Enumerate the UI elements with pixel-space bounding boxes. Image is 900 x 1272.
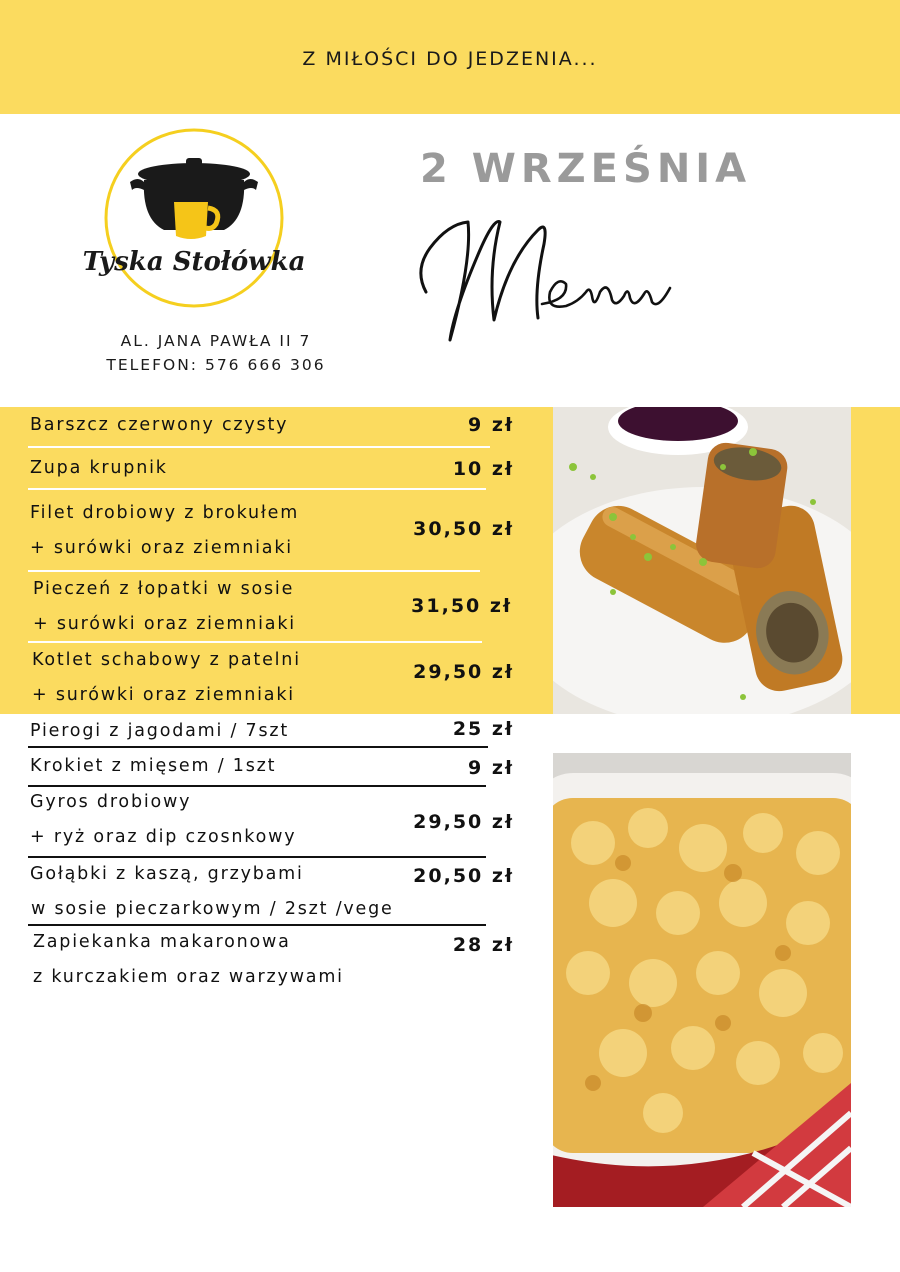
accent-strip [851,407,900,714]
dish-description: z kurczakiem oraz warzywami [33,967,344,987]
dish-name: Zupa krupnik [30,458,168,478]
dish-description: + surówki oraz ziemniaki [32,685,295,705]
pasta-casserole-photo [553,753,851,1207]
dish-name: Kotlet schabowy z patelni [32,650,301,670]
dish-name: Zapiekanka makaronowa [33,932,291,952]
logo [82,124,322,314]
dish-price: 20,50 zł [413,865,514,887]
tagline: Z MIŁOŚCI DO JEDZENIA... [302,48,598,70]
dish-name: Gyros drobiowy [30,792,192,812]
divider [28,488,486,490]
dish-name: Krokiet z mięsem / 1szt [30,756,277,776]
dish-price: 31,50 zł [411,595,512,617]
dish-description: + surówki oraz ziemniaki [33,614,296,634]
dish-name: Gołąbki z kaszą, grzybami [30,864,304,884]
cooking-pot-with-cup-icon [130,158,258,239]
dish-name: Pierogi z jagodami / 7szt [30,721,290,741]
divider [28,746,488,748]
dish-name: Filet drobiowy z brokułem [30,503,300,523]
address: AL. JANA PAWŁA II 7 [120,332,312,350]
dish-description: w sosie pieczarkowym / 2szt /vege [31,899,394,919]
dish-name: Barszcz czerwony czysty [30,415,289,435]
dish-price: 30,50 zł [413,518,514,540]
dish-description: + ryż oraz dip czosnkowy [30,827,297,847]
brand-logo-text: Tyska Stołówka [82,247,306,277]
menu-title [408,200,678,380]
divider [28,446,490,448]
dish-price: 25 zł [452,718,514,740]
croquettes-photo [553,407,851,714]
dish-name: Pieczeń z łopatki w sosie [33,579,295,599]
dish-description: + surówki oraz ziemniaki [30,538,293,558]
dish-price: 29,50 zł [413,811,514,833]
dish-price: 10 zł [452,458,514,480]
phone-number: TELEFON: 576 666 306 [106,356,326,374]
dish-price: 9 zł [468,757,514,779]
dish-price: 28 zł [452,934,514,956]
dish-price: 9 zł [468,414,514,436]
dish-price: 29,50 zł [413,661,514,683]
menu-date: 2 WRZEŚNIA [420,146,752,192]
